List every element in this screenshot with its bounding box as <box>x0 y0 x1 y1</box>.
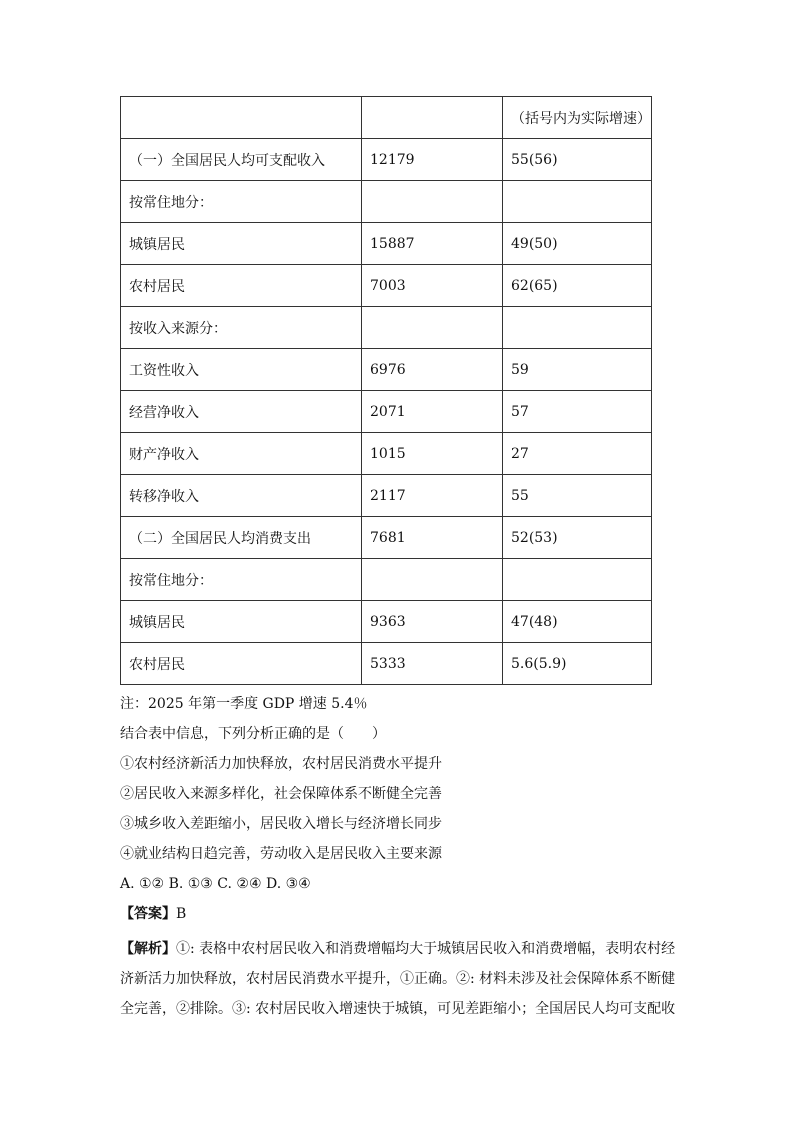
table-cell <box>362 559 503 601</box>
table-row <box>121 643 652 685</box>
table-cell: 5333 <box>362 643 503 685</box>
table-cell: 62(65) <box>503 265 652 307</box>
answer-options: A. ①② B. ①③ C. ②④ D. ③④ <box>120 876 311 892</box>
table-row <box>121 601 652 643</box>
table-cell: 7681 <box>362 517 503 559</box>
statement-3: ③城乡收入差距缩小，居民收入增长与经济增长同步 <box>120 816 442 832</box>
table-cell: 55 <box>503 475 652 517</box>
table-row <box>121 517 652 559</box>
table-cell: 15887 <box>362 223 503 265</box>
table-cell: （一）全国居民人均可支配收入 <box>121 139 362 181</box>
table-cell: 2071 <box>362 391 503 433</box>
income-statistics-table <box>120 96 652 685</box>
table-cell <box>503 559 652 601</box>
table-cell: 财产净收入 <box>121 433 362 475</box>
table-cell: 按常住地分： <box>121 181 362 223</box>
table-cell: 59 <box>503 349 652 391</box>
table-cell: 27 <box>503 433 652 475</box>
table-row <box>121 433 652 475</box>
table-note: 注：2025 年第一季度 GDP 增速 5.4％ <box>120 696 368 712</box>
table-row <box>121 391 652 433</box>
table-cell: 5.6(5.9) <box>503 643 652 685</box>
table-row <box>121 307 652 349</box>
table-cell: 47(48) <box>503 601 652 643</box>
table-cell: 6976 <box>362 349 503 391</box>
table-row <box>121 349 652 391</box>
table-cell: 经营净收入 <box>121 391 362 433</box>
table-cell <box>503 181 652 223</box>
table-cell <box>503 307 652 349</box>
table-cell: 57 <box>503 391 652 433</box>
table-row <box>121 181 652 223</box>
table-cell: 7003 <box>362 265 503 307</box>
table-cell: （二）全国居民人均消费支出 <box>121 517 362 559</box>
table-row <box>121 475 652 517</box>
table-cell: 12179 <box>362 139 503 181</box>
question-stem: 结合表中信息，下列分析正确的是（ ） <box>120 726 386 742</box>
table-row <box>121 559 652 601</box>
table-cell: （括号内为实际增速） <box>503 97 652 139</box>
table-cell: 农村居民 <box>121 265 362 307</box>
table-cell <box>362 97 503 139</box>
table-cell: 55(56) <box>503 139 652 181</box>
table-cell: 农村居民 <box>121 643 362 685</box>
table-cell <box>121 97 362 139</box>
table-cell: 52(53) <box>503 517 652 559</box>
table-cell: 1015 <box>362 433 503 475</box>
statement-1: ①农村经济新活力加快释放，农村居民消费水平提升 <box>120 756 442 772</box>
table-cell: 城镇居民 <box>121 601 362 643</box>
table-header-row <box>121 97 652 139</box>
answer-value: B <box>176 906 187 922</box>
analysis-text: ①: 表格中农村居民收入和消费增幅均大于城镇居民收入和消费增幅，表明农村经济新活力加快释放，农村居民消费水平提升，①正确。②: 材料未涉及社会保障体系不断健全完善，②排除。③: 农村居民收入增速快于城镇，可见差距缩小；全国居民人均可支配收 <box>120 941 676 1017</box>
table-cell: 城镇居民 <box>121 223 362 265</box>
analysis <box>120 934 676 1024</box>
table-cell: 转移净收入 <box>121 475 362 517</box>
question-block <box>120 694 680 1038</box>
table-row <box>121 223 652 265</box>
table-row <box>121 139 652 181</box>
table-cell: 49(50) <box>503 223 652 265</box>
table-row <box>121 265 652 307</box>
table-cell: 9363 <box>362 601 503 643</box>
statement-4: ④就业结构日趋完善，劳动收入是居民收入主要来源 <box>120 846 442 862</box>
analysis-label: 【解析】 <box>120 941 176 957</box>
table-cell: 2117 <box>362 475 503 517</box>
statement-2: ②居民收入来源多样化，社会保障体系不断健全完善 <box>120 786 442 802</box>
table-cell: 按收入来源分： <box>121 307 362 349</box>
table-cell: 工资性收入 <box>121 349 362 391</box>
answer-label: 【答案】 <box>120 906 176 922</box>
table-cell <box>362 307 503 349</box>
answer <box>120 904 680 924</box>
table-cell: 按常住地分： <box>121 559 362 601</box>
table-cell <box>362 181 503 223</box>
